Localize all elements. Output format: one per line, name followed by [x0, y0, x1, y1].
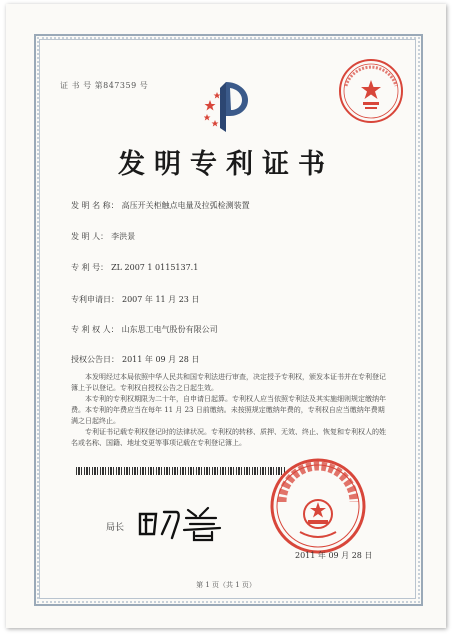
barcode [76, 467, 286, 475]
body-paragraph: 本发明经过本局依照中华人民共和国专利法进行审查，决定授予专利权，颁发本证书并在专利登记簿上予以登记。专利权自授权公告之日起生效。 [71, 373, 386, 392]
body-paragraph: 本专利的专利权期限为二十年，自申请日起算。专利权人应当依照专利法及其实施细则规定缴纳年费。本专利的年费应当在每年 11 月 23 日前缴纳。未按照规定缴纳年费的，专利权自应当缴纳年费期满之日起终止。 [71, 395, 386, 425]
certificate-page [6, 4, 446, 628]
certificate-body [71, 372, 389, 449]
office-seal-icon [336, 56, 406, 126]
sipo-logo-icon [204, 78, 252, 136]
certificate-number: 证 书 号 第847359 号 [60, 81, 149, 90]
field-label: 发 明 人： [71, 232, 109, 241]
field-value: ZL 2007 1 0115137.1 [111, 263, 199, 272]
field-inventor [71, 231, 135, 242]
field-value: 2011 年 09 月 28 日 [122, 355, 200, 364]
seal-date: 2011 年 09 月 28 日 [295, 551, 373, 560]
body-paragraph: 专利证书记载专利权登记时的法律状况。专利权的转移、质押、无效、终止、恢复和专利权人的姓名或名称、国籍、地址变更等事项记载在专利登记簿上。 [71, 428, 386, 447]
field-invention-name [71, 200, 250, 211]
document-title: 发明专利证书 [118, 149, 334, 180]
field-value: 高压开关柜触点电量及拉弧检测装置 [121, 201, 250, 210]
field-label: 专利申请日： [71, 295, 119, 304]
field-value: 2007 年 11 月 23 日 [122, 295, 200, 304]
field-filing-date [71, 294, 199, 305]
field-label: 专 利 号： [71, 263, 109, 272]
field-value: 李洪景 [111, 232, 136, 241]
field-patent-number [71, 262, 198, 273]
director-label: 局长 [106, 523, 125, 533]
field-value: 山东思工电气股份有限公司 [121, 325, 218, 334]
field-label: 发 明 名 称： [71, 201, 119, 210]
state-seal-icon [268, 456, 368, 556]
field-patentee [71, 324, 218, 335]
field-label: 专 利 权 人： [71, 325, 119, 334]
field-label: 授权公告日： [71, 355, 119, 364]
page-number: 第 1 页（共 1 页） [196, 581, 256, 589]
field-grant-date [71, 354, 199, 365]
director-signature [136, 504, 226, 542]
